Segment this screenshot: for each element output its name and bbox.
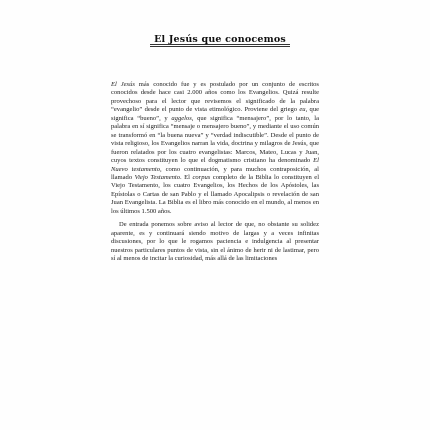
text-segment: más conocido fue y es postulado por un conjunto de escritos conocidos desde hace casi 2.000 años como los Evangelios. Quizá resulte provechoso para el lector que revisemos el significado de la palabra “evangelio” desde el punto de vista etimológico. Proviene del griego [111,81,319,114]
paragraph-1 [111,81,319,216]
text-segment: Viejo Testamento [134,173,181,181]
text-segment: corpus [192,173,211,181]
text-segment: , que significa “bueno”, y [111,106,319,122]
text-segment: De entrada ponemos sobre aviso al lector de que, no obstante su solidez aparente, es y continuará siendo motivo de largas y a veces infinitas discusiones, por lo que le rogamos paciencia e indulgencia al presentar nuestros particulares puntos de vista, sin el ánimo de herir ni de lastimar, pero sí al menos de incitar la curiosidad, más allá de las limitaciones [111,221,319,263]
text-segment: , que significa “mensajero”, por lo tanto, la palabra en sí significa “mensaje o mensajero bueno”, y mediante el uso común se transformó en “la buena nueva” y “verdad indiscutible”. Desde el punto de vista religioso, los Evangelios narran la vida, doctrina y milagros de Jesús, que fueron relatados por los cuatro evangelistas: Marcos, Mateo, Lucas y Juan, cuyos textos constituyen lo que el dogmatismo cristiano ha denominado [111,114,319,165]
text-segment: El [111,81,121,88]
body-text [111,81,319,264]
paragraph-2 [111,221,319,263]
text-segment: El Nuevo testamento [111,157,319,173]
text-segment: aggelos [171,114,192,122]
chapter-title-text: El Jesús que conocemos [154,34,286,45]
text-segment: . El [180,173,193,181]
text-segment: , como continuación, y para muchos contraposición, al llamado [111,165,319,181]
text-segment: eu [299,106,306,114]
title-underline [150,44,290,47]
text-segment: completo de la Biblia lo constituyen el Viejo Testamento, los cuatro Evangelios, los Hechos de los Apóstoles, las Epístolas o Cartas de san Pablo y el llamado Apocalipsis o revelación de san Juan Evangelista. La Biblia es el libro más conocido en el mundo, al menos en los últimos 1.500 años. [111,173,320,215]
text-segment: Jesús [120,81,139,88]
